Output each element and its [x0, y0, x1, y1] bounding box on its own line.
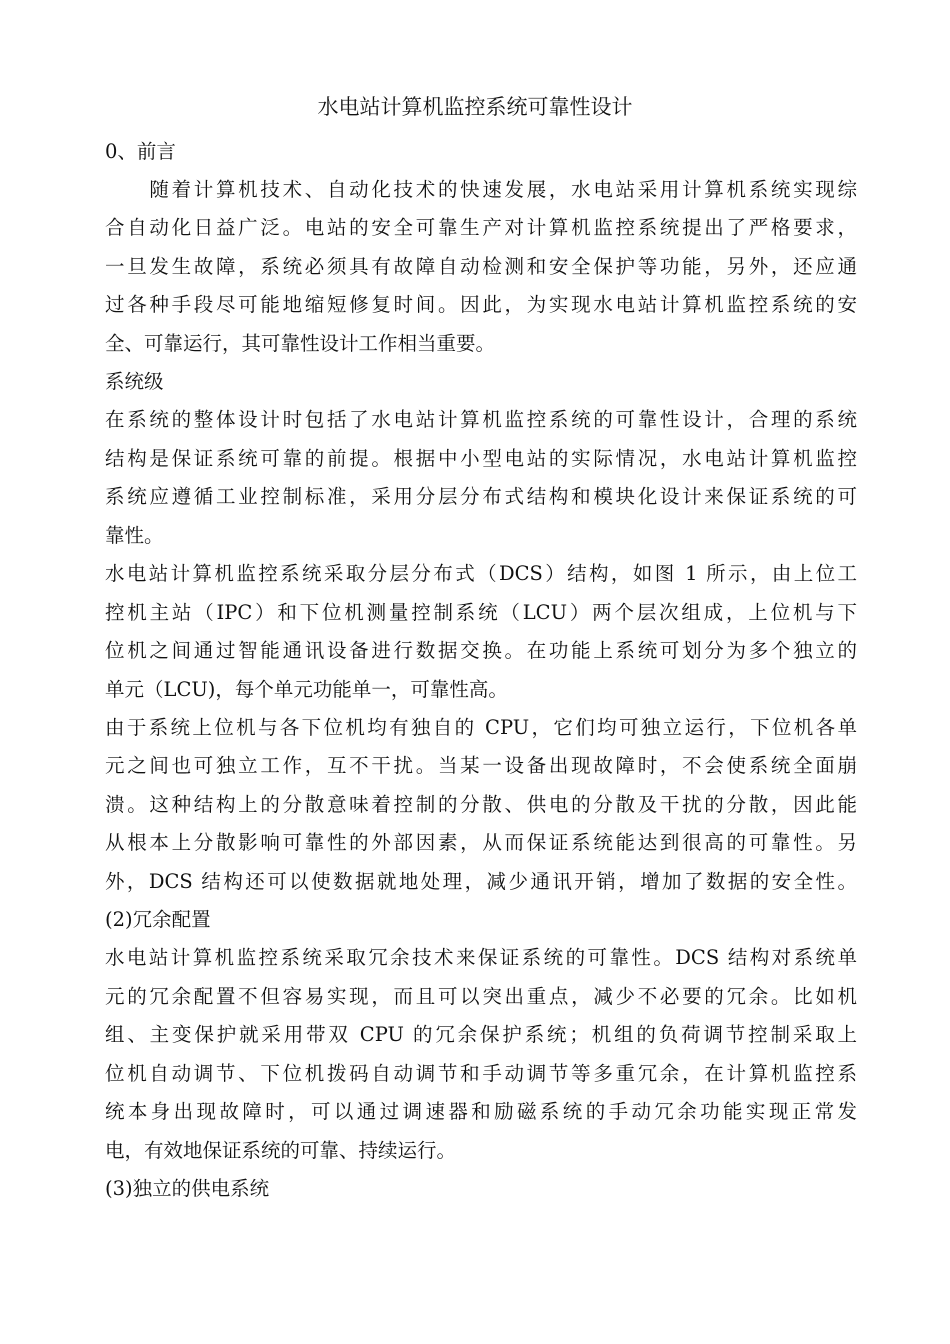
body-line: 位机之间通过智能通讯设备进行数据交换。在功能上系统可划分为多个独立的 — [105, 639, 857, 662]
body-line: 控机主站（IPC）和下位机测量控制系统（LCU）两个层次组成，上位机与下 — [105, 601, 857, 624]
body-line: 从根本上分散影响可靠性的外部因素，从而保证系统能达到很高的可靠性。另 — [105, 831, 857, 854]
heading-independent-power: (3)独立的供电系统 — [105, 1177, 270, 1200]
body-line: 统本身出现故障时，可以通过调速器和励磁系统的手动冗余功能实现正常发 — [105, 1100, 857, 1123]
body-line: 单元（LCU)，每个单元功能单一，可靠性高。 — [105, 678, 508, 701]
body-line: 位机自动调节、下位机拨码自动调节和手动调节等多重冗余，在计算机监控系 — [105, 1062, 857, 1085]
body-line: 全、可靠运行，其可靠性设计工作相当重要。 — [105, 332, 496, 355]
body-line: 水电站计算机监控系统采取冗余技术来保证系统的可靠性。DCS 结构对系统单 — [105, 946, 857, 969]
body-line: 系统应遵循工业控制标准，采用分层分布式结构和模块化设计来保证系统的可 — [105, 485, 857, 508]
body-line: 靠性。 — [105, 524, 164, 547]
heading-redundancy: (2)冗余配置 — [105, 908, 211, 931]
body-line: 随着计算机技术、自动化技术的快速发展，水电站采用计算机系统实现综 — [105, 178, 857, 201]
body-line: 元之间也可独立工作，互不干扰。当某一设备出现故障时，不会使系统全面崩 — [105, 754, 857, 777]
body-line: 由于系统上位机与各下位机均有独自的 CPU，它们均可独立运行，下位机各单 — [105, 716, 857, 739]
body-line: 元的冗余配置不但容易实现，而且可以突出重点，减少不必要的冗余。比如机 — [105, 985, 857, 1008]
body-line: 外，DCS 结构还可以使数据就地处理，减少通讯开销，增加了数据的安全性。 — [105, 870, 857, 893]
body-line: 一旦发生故障，系统必须具有故障自动检测和安全保护等功能，另外，还应通 — [105, 255, 857, 278]
body-line: 结构是保证系统可靠的前提。根据中小型电站的实际情况，水电站计算机监控 — [105, 447, 857, 470]
body-line: 组、主变保护就采用带双 CPU 的冗余保护系统；机组的负荷调节控制采取上 — [105, 1023, 857, 1046]
body-line: 水电站计算机监控系统采取分层分布式（DCS）结构，如图 1 所示，由上位工 — [105, 562, 857, 585]
body-line: 合自动化日益广泛。电站的安全可靠生产对计算机监控系统提出了严格要求， — [105, 216, 857, 239]
body-line: 溃。这种结构上的分散意味着控制的分散、供电的分散及干扰的分散，因此能 — [105, 793, 857, 816]
body-line: 过各种手段尽可能地缩短修复时间。因此，为实现水电站计算机监控系统的安 — [105, 293, 857, 316]
body-line: 电，有效地保证系统的可靠、持续运行。 — [105, 1139, 457, 1162]
body-line: 在系统的整体设计时包括了水电站计算机监控系统的可靠性设计，合理的系统 — [105, 408, 857, 431]
document-title: 水电站计算机监控系统可靠性设计 — [317, 95, 633, 119]
heading-system-level: 系统级 — [105, 370, 164, 393]
heading-preface: 0、前言 — [105, 140, 176, 163]
